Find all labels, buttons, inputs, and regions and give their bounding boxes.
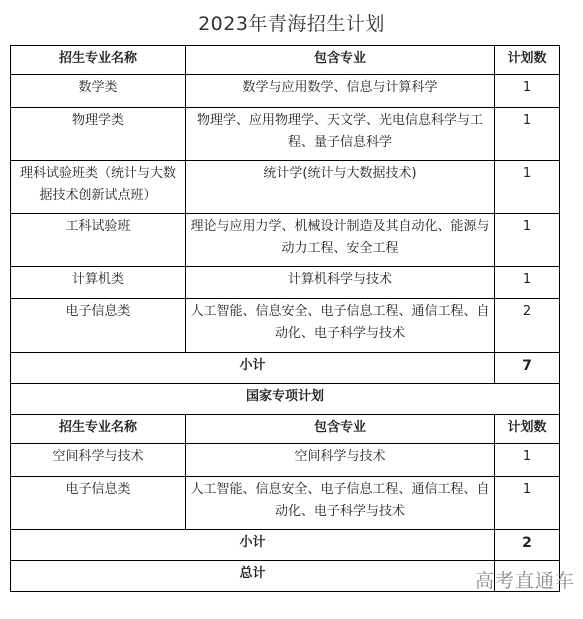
subtotal-value: 2 [495,530,560,561]
table-row [11,267,560,299]
table-row [11,214,560,267]
major-cell: 理科试验班类（统计与大数据技术创新试点班） [11,161,186,214]
subtotal-label: 小计 [11,530,495,561]
admission-plan-table [10,45,560,592]
included-cell: 计算机科学与技术 [186,267,495,299]
table-row [11,161,560,214]
table-row [11,75,560,108]
plan-cell: 1 [495,214,560,267]
plan-cell: 2 [495,299,560,353]
included-cell: 空间科学与技术 [186,444,495,477]
included-cell: 数学与应用数学、信息与计算科学 [186,75,495,108]
table-row [11,444,560,477]
header-major: 招生专业名称 [11,415,186,444]
included-cell: 统计学(统计与大数据技术) [186,161,495,214]
header-major: 招生专业名称 [11,46,186,75]
subtotal-row [11,530,560,561]
plan-cell: 1 [495,108,560,161]
subtotal-value: 7 [495,353,560,384]
table-header-row [11,415,560,444]
plan-cell: 1 [495,267,560,299]
table-row [11,299,560,353]
table-row [11,477,560,530]
special-plan-heading: 国家专项计划 [11,384,560,415]
header-included: 包含专业 [186,415,495,444]
table-header-row [11,46,560,75]
section-row [11,384,560,415]
included-cell: 人工智能、信息安全、电子信息工程、通信工程、自动化、电子科学与技术 [186,299,495,353]
subtotal-label: 小计 [11,353,495,384]
subtotal-row [11,353,560,384]
major-cell: 空间科学与技术 [11,444,186,477]
major-cell: 电子信息类 [11,477,186,530]
major-cell: 物理学类 [11,108,186,161]
major-cell: 数学类 [11,75,186,108]
plan-cell: 1 [495,444,560,477]
major-cell: 工科试验班 [11,214,186,267]
plan-cell: 1 [495,161,560,214]
included-cell: 人工智能、信息安全、电子信息工程、通信工程、自动化、电子科学与技术 [186,477,495,530]
major-cell: 电子信息类 [11,299,186,353]
watermark-logo-text: 高考直通车 [474,570,575,592]
total-label: 总计 [11,561,495,592]
included-cell: 物理学、应用物理学、天文学、光电信息科学与工程、量子信息科学 [186,108,495,161]
header-plan: 计划数 [495,415,560,444]
page-title: 2023年青海招生计划 [198,13,385,35]
header-included: 包含专业 [186,46,495,75]
plan-cell: 1 [495,477,560,530]
included-cell: 理论与应用力学、机械设计制造及其自动化、能源与动力工程、安全工程 [186,214,495,267]
major-cell: 计算机类 [11,267,186,299]
header-plan: 计划数 [495,46,560,75]
plan-cell: 1 [495,75,560,108]
table-row [11,108,560,161]
